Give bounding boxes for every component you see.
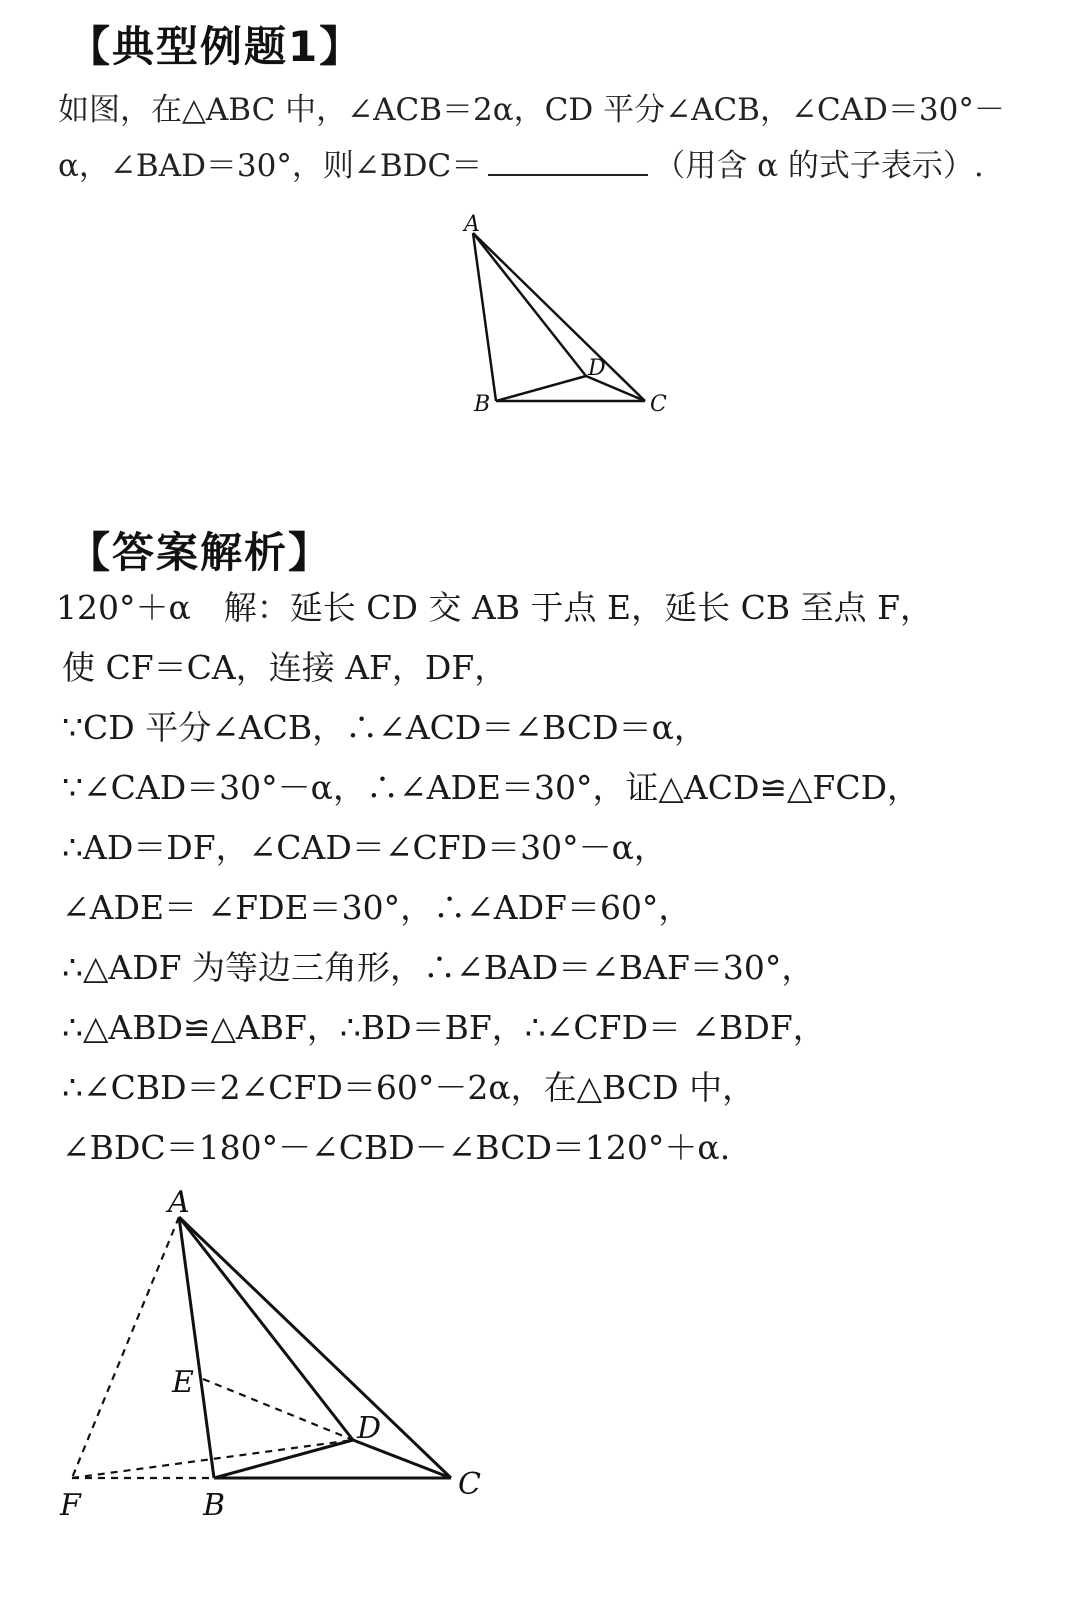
segment-af-dashed: [72, 1217, 179, 1478]
segment-ad: [179, 1217, 353, 1440]
solution-line-10: ∠BDC＝180°－∠CBD－∠BCD＝120°＋α.: [62, 1128, 731, 1167]
label-a: A: [464, 212, 480, 237]
label-b: B: [203, 1488, 226, 1523]
label-d: D: [357, 1411, 382, 1446]
problem-text-before-blank: α，∠BAD＝30°，则∠BDC＝: [58, 148, 483, 184]
solution-line-2: 使 CF＝CA，连接 AF，DF，: [62, 648, 508, 687]
label-a: A: [168, 1185, 190, 1220]
segment-ac: [179, 1217, 451, 1478]
segment-ab: [179, 1217, 214, 1478]
label-e: E: [172, 1365, 194, 1400]
label-b: B: [474, 392, 491, 417]
solution-line-5: ∴AD＝DF，∠CAD＝∠CFD＝30°－α，: [62, 828, 667, 867]
solution-line-8: ∴△ABD≌△ABF，∴BD＝BF，∴∠CFD＝ ∠BDF，: [62, 1008, 826, 1047]
segment-ac: [473, 233, 645, 401]
segment-cd: [586, 376, 645, 401]
example-heading: 【典型例题1】: [68, 22, 364, 71]
problem-line-2: [58, 140, 984, 185]
solution-line-7: ∴△ADF 为等边三角形，∴∠BAD＝∠BAF＝30°，: [62, 948, 815, 987]
solution-heading: 【答案解析】: [68, 528, 333, 577]
answer-blank: [488, 146, 648, 176]
problem-text-after-blank: （用含 α 的式子表示）.: [654, 148, 984, 184]
segment-cd: [353, 1440, 451, 1478]
segment-ed-dashed: [203, 1379, 353, 1440]
solution-line-3: ∵CD 平分∠ACB，∴∠ACD＝∠BCD＝α，: [62, 708, 707, 747]
segment-bd: [214, 1440, 353, 1478]
solution-line-4: ∵∠CAD＝30°－α，∴∠ADE＝30°，证△ACD≌△FCD，: [62, 768, 921, 807]
solution-line-1: 120°＋α 解：延长 CD 交 AB 于点 E，延长 CB 至点 F，: [56, 588, 933, 627]
label-d: D: [588, 356, 606, 381]
solution-line-9: ∴∠CBD＝2∠CFD＝60°－2α，在△BCD 中，: [62, 1068, 756, 1107]
segment-bd: [496, 376, 586, 401]
segment-ab: [473, 233, 496, 401]
label-c: C: [650, 392, 667, 417]
label-c: C: [458, 1467, 481, 1502]
segment-fd-dashed: [72, 1440, 353, 1478]
problem-line-1: 如图，在△ABC 中，∠ACB＝2α，CD 平分∠ACB，∠CAD＝30°－: [58, 92, 1005, 128]
segment-ad: [473, 233, 586, 376]
label-f: F: [60, 1488, 81, 1523]
solution-line-6: ∠ADE＝ ∠FDE＝30°，∴∠ADF＝60°，: [62, 888, 692, 927]
